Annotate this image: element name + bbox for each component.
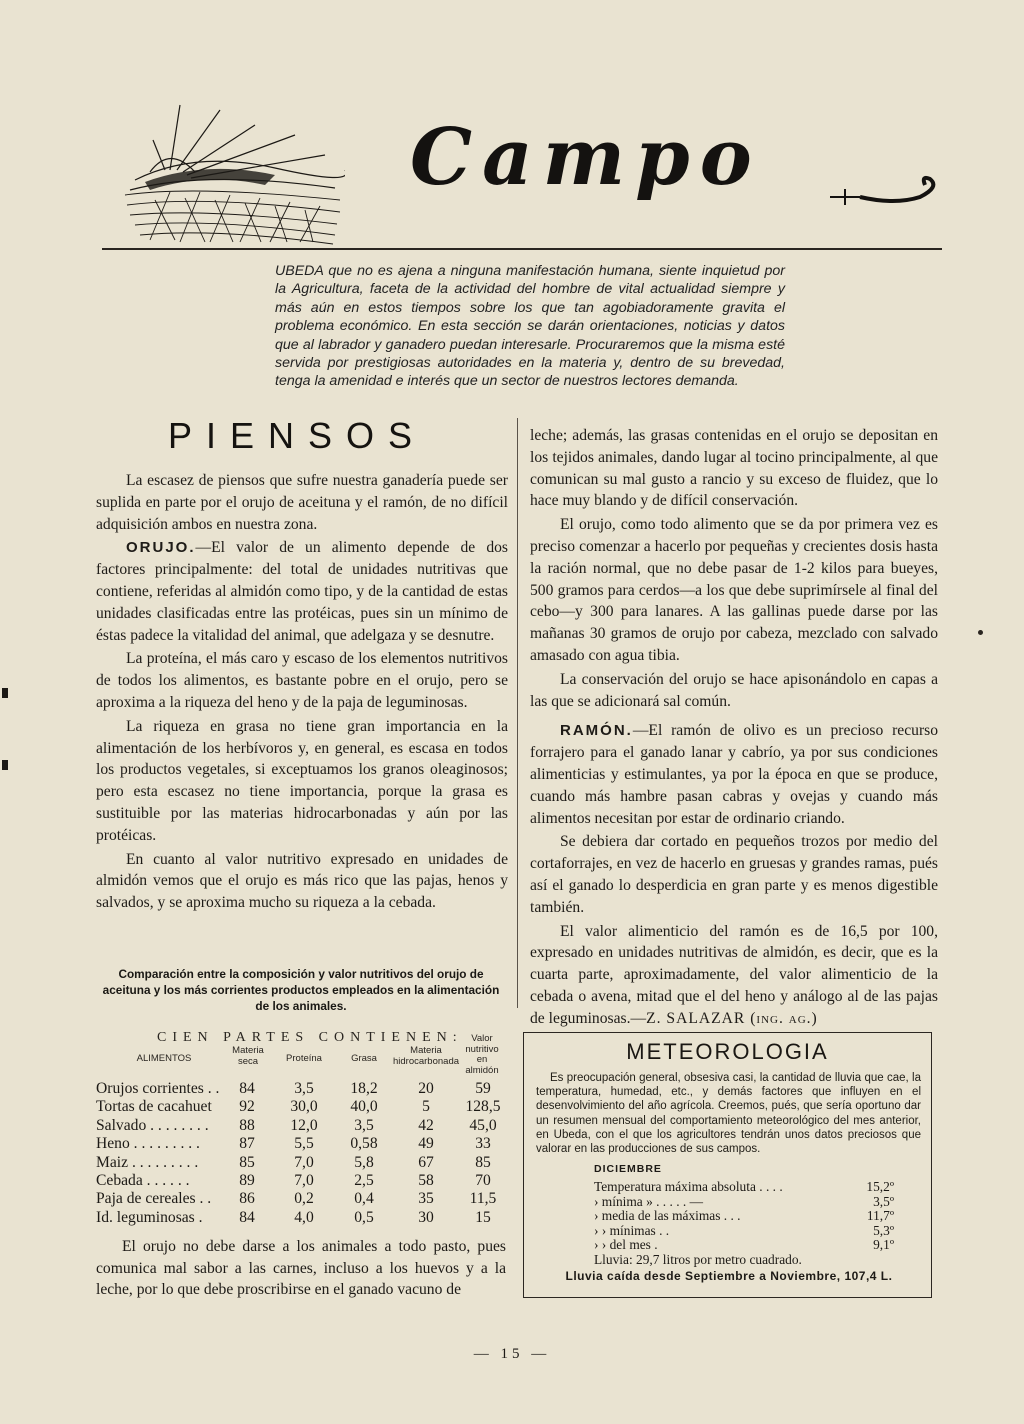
valor-nutritivo-cell: 11,5 [469,1190,497,1208]
table-row [96,1098,516,1116]
proteina-cell: 0,2 [294,1190,314,1208]
food-name-cell: Id. leguminosas . [96,1208,203,1226]
valor-nutritivo-cell: 59 [475,1080,491,1097]
meteo-intro: Es preocupación general, obsesiva casi, la cantidad de lluvia que cae, la temperatura, humedad, etc., y demás factores que influyen en el desenvolvimiento del año agrícola. Creemos, pués, que sería oportuno dar un resumen mensual del comportamiento meteorológico del mes anterior, en Ubeda, con el que los agricultores tendrán unos datos preciosos que valorar en las producciones de sus campos. [536,1072,921,1156]
closing-paragraph-block [96,1236,506,1301]
header-materia-hidrocarbonada: Materia hidrocarbonada [392,1045,460,1067]
meteo-label: › › del mes . [594,1237,658,1253]
meteo-rain-total: Lluvia caída desde Septiembre a Noviembre, 107,4 L. [565,1269,893,1283]
header-materia-seca: Materia seca [232,1045,264,1067]
lead-paragraph: La escasez de piensos que sufre nuestra ganadería puede ser suplida en parte por el orujo de aceituna y el ramón, de no difícil adquisición ambos en nuestra zona. [96,472,508,533]
article-title: PIENSOS [168,415,427,456]
table-row [96,1154,516,1172]
food-name-cell: Salvado . . . . . . . . [96,1116,209,1134]
valor-nutritivo-cell: 85 [475,1153,491,1171]
paragraph [530,921,938,1030]
proteina-cell: 4,0 [294,1208,314,1226]
header-grasa: Grasa [351,1053,377,1064]
paragraph: leche; además, las grasas contenidas en el orujo se depositan en los tejidos animales, dando lugar al tocino principalmente, al que comunican su mal gusto a rancio y su exceso de fluidez, que lo hace muy blando y de difícil conservación. [530,427,938,510]
valor-nutritivo-cell: 45,0 [469,1116,497,1134]
table-row [96,1190,516,1208]
page-number: — 15 — [473,1346,551,1362]
table-row [96,1080,516,1098]
meteo-title: METEOROLOGIA [626,1039,829,1064]
materia-seca-cell: 88 [239,1116,255,1134]
margin-mark [2,688,8,698]
meteo-readings [584,1180,904,1268]
materia-hidrocarbonada-cell: 58 [418,1171,434,1189]
valor-nutritivo-cell: 70 [475,1171,491,1189]
meteo-value: 3,5º [873,1193,894,1209]
table-row [96,1117,516,1135]
right-column [530,425,938,1032]
section-title: Campo [410,112,762,203]
meteorologia-box [523,1032,932,1298]
orujo-paragraph [96,537,508,646]
materia-hidrocarbonada-cell: 20 [418,1080,434,1097]
proteina-cell: 12,0 [290,1116,318,1134]
materia-seca-cell: 85 [239,1153,255,1171]
valor-nutritivo-cell: 33 [475,1135,491,1153]
column-divider [517,418,518,1008]
header-valor-nutritivo: Valor nutritivo en almidón [465,1033,499,1076]
table-row [96,1209,516,1227]
table-super-header: CIEN PARTES CONTIENEN: [157,1030,463,1045]
materia-hidrocarbonada-cell: 67 [418,1153,434,1171]
meteo-label: Lluvia: 29,7 litros por metro cuadrado. [594,1251,802,1267]
materia-hidrocarbonada-cell: 42 [418,1116,434,1134]
valor-nutritivo-cell: 15 [475,1208,491,1226]
proteina-cell: 5,5 [294,1135,314,1153]
meteo-value: 11,7º [866,1208,894,1224]
proteina-cell: 7,0 [294,1171,314,1189]
meteo-row [584,1253,904,1268]
left-column [96,470,508,916]
paragraph: La conservación del orujo se hace apisonándolo en capas a las que se adicionará sal común. [530,670,938,710]
valor-nutritivo-cell: 128,5 [465,1098,501,1116]
materia-hidrocarbonada-cell: 5 [422,1098,430,1116]
meteo-row [584,1209,904,1224]
table-caption: Comparación entre la composición y valor nutritivos del orujo de aceituna y los más corrientes productos empleados en la alimentación de los animales. [102,967,500,1013]
meteo-row [584,1238,904,1253]
grasa-cell: 5,8 [354,1153,374,1171]
paragraph: En cuanto al valor nutritivo expresado en unidades de almidón vemos que el orujo es más rico que las pajas, henos y salvados, y se aproxima mucho su riqueza a la cebada. [96,850,508,912]
header-alimentos: ALIMENTOS [136,1053,192,1064]
meteo-row [584,1224,904,1239]
grasa-cell: 18,2 [350,1080,378,1097]
meteo-label: › › mínimas . . [594,1222,670,1238]
ramon-paragraph [530,720,938,829]
paragraph: La proteína, el más caro y escaso de los elementos nutritivos de todos los alimentos, es bastante pobre en el orujo, pero se aproxima a la riqueza del heno y de la paja de leguminosas. [96,650,508,711]
materia-seca-cell: 84 [239,1080,255,1097]
ink-speck [978,630,983,635]
materia-seca-cell: 89 [239,1171,255,1189]
orujo-keyword: ORUJO. [126,539,196,557]
header-rule [102,248,942,250]
ramon-keyword: RAMÓN. [560,722,633,740]
meteo-value: 9,1º [873,1237,894,1253]
proteina-cell: 3,5 [294,1080,314,1097]
grasa-cell: 0,5 [354,1208,374,1226]
table-row [96,1172,516,1190]
flourish-ornament [825,175,945,215]
meteo-value: 15,2º [866,1179,894,1194]
paragraph: La riqueza en grasa no tiene gran importancia en la alimentación de los herbívoros y, en general, es escasa en todos los productos vegetales, si exceptuamos los granos oleaginosos; pero esta escasez no tiene importancia, porque la grasa es sustituible por las materias hidrocarbonadas y aún por las protéicas. [96,717,508,844]
proteina-cell: 30,0 [290,1098,318,1116]
header-proteina: Proteína [286,1053,322,1064]
food-name-cell: Orujos corrientes . . [96,1080,220,1097]
meteo-label: Temperatura máxima absoluta . . . . [594,1179,783,1194]
materia-hidrocarbonada-cell: 30 [418,1208,434,1226]
grasa-cell: 3,5 [354,1116,374,1134]
meteo-month: DICIEMBRE [594,1163,662,1175]
materia-hidrocarbonada-cell: 49 [418,1135,434,1153]
meteo-row [584,1195,904,1210]
materia-seca-cell: 86 [239,1190,255,1208]
orujo-text: —El valor de un alimento depende de dos factores principalmente: del total de unidades nutritivas que contiene, referidas al almidón como tipo, y de la cantidad de estas unidades clasificadas entre las protéicas, pues sin un mínimo de éstas padece la vitalidad del animal, que adelgaza y se desnutre. [96,539,508,644]
food-name-cell: Paja de cereales . . [96,1190,212,1208]
meteo-label: › media de las máximas . . . [594,1208,741,1224]
table-row [96,1135,516,1153]
grasa-cell: 0,58 [350,1135,378,1153]
section-intro: UBEDA que no es ajena a ninguna manifestación humana, siente inquietud por la Agricultura, faceta de la actividad del hombre de vital actualidad siempre y más aún en estos tiempos sobre los que tan agobiadoramente gravita el problema económico. En esta sección se darán orientaciones, noticias y datos que al labrador y ganadero puedan interesarle. Procuraremos que la misma esté servida por prestigiosas autoridades en la materia y, dentro de su brevedad, tenga la amenidad e interés que un sector de nuestros lectores demanda. [275,263,785,390]
materia-seca-cell: 92 [239,1098,255,1116]
composition-table [96,1080,516,1227]
paragraph: El orujo no debe darse a los animales a todo pasto, pues comunica mal sabor a las carnes, incluso a los huevos y a la leche, por lo que debe proscribirse en el ganado vacuno de [96,1238,506,1299]
food-name-cell: Cebada . . . . . . [96,1171,190,1189]
grasa-cell: 0,4 [354,1190,374,1208]
food-name-cell: Maiz . . . . . . . . . [96,1153,199,1171]
ramon-text: —El ramón de olivo es un precioso recurso forrajero para el ganado lanar y cabrío, ya por sus condiciones alimenticias y estimulantes, ya por la época en que se produce, cuando más hambre pasan cabras y ovejas y cuando más alimentos necesitan por estar de ordinario criando. [530,722,938,827]
margin-mark [2,760,8,770]
meteo-value: 5,3º [873,1222,894,1238]
section-masthead [100,90,950,250]
author-signature: Z. SALAZAR (ing. ag.) [646,1009,818,1027]
ramon-value-text: El valor alimenticio del ramón es de 16,5 por 100, expresado en unidades nutritivas de almidón, es decir, que es la cuarta parte, aproximadamente, del valor alimenticio de la cebada o avena, mitad que el del heno y análogo al de las pajas de leguminosas.— [530,922,938,1027]
materia-seca-cell: 84 [239,1208,255,1226]
food-name-cell: Heno . . . . . . . . . [96,1135,200,1153]
paragraph: Se debiera dar cortado en pequeños trozos por medio del cortaforrajes, en vez de hacerlo en gruesas y grandes ramas, pués así el ganado lo desperdicia en gran parte y es menos digestible también. [530,833,938,916]
grasa-cell: 40,0 [350,1098,378,1116]
materia-hidrocarbonada-cell: 35 [418,1190,434,1208]
rising-sun-fields-illustration [115,100,345,245]
food-name-cell: Tortas de cacahuet [96,1098,212,1116]
paragraph: El orujo, como todo alimento que se da por primera vez es preciso comenzar a hacerlo por pequeñas y crecientes dosis hasta la ración normal, que no debe pasar de 1-2 kilos para bueyes, 500 gramos para cerdos—a los que debe suprimírsele al final del cebo—y 300 para lanares. A las gallinas puede darse por las mañanas 30 gramos de orujo por cabeza, mezclado con salvado amasado con agua tibia. [530,516,938,664]
proteina-cell: 7,0 [294,1153,314,1171]
meteo-row [584,1180,904,1195]
meteo-label: › mínima » . . . . . — [594,1193,703,1209]
materia-seca-cell: 87 [239,1135,255,1153]
grasa-cell: 2,5 [354,1171,374,1189]
